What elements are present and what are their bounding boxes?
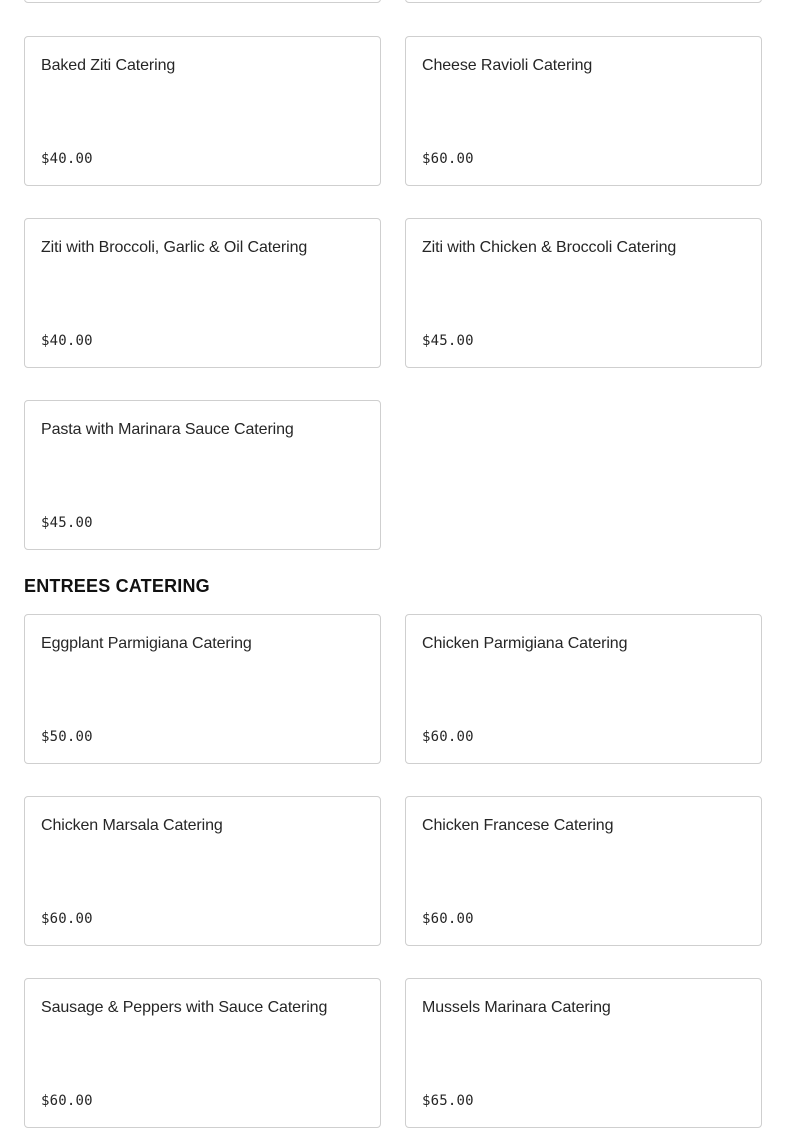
menu-item-name: Mussels Marinara Catering	[422, 999, 611, 1016]
menu-item-name: Chicken Parmigiana Catering	[422, 635, 628, 652]
menu-item-price: $60.00	[422, 151, 474, 167]
menu-item-card[interactable]	[405, 978, 762, 1128]
menu-item-name: Ziti with Broccoli, Garlic & Oil Catering	[41, 239, 308, 256]
menu-item-price: $65.00	[422, 1093, 474, 1109]
menu-item-card[interactable]	[24, 36, 381, 186]
menu-item-name: Pasta with Marinara Sauce Catering	[41, 421, 294, 438]
menu-item-price: $40.00	[41, 333, 93, 349]
menu-item-name: Eggplant Parmigiana Catering	[41, 635, 252, 652]
menu-item-name: Chicken Francese Catering	[422, 817, 614, 834]
menu-item-price: $60.00	[41, 1093, 93, 1109]
menu-item-card[interactable]	[24, 978, 381, 1128]
menu-item-price: $50.00	[41, 729, 93, 745]
menu-item-price: $45.00	[41, 515, 93, 531]
menu-item-name: Cheese Ravioli Catering	[422, 57, 593, 74]
menu-item-card[interactable]	[24, 796, 381, 946]
menu-item-name: Chicken Marsala Catering	[41, 817, 223, 834]
menu-item-card[interactable]	[24, 614, 381, 764]
menu-item-price: $60.00	[422, 911, 474, 927]
menu-item-card[interactable]	[405, 218, 762, 368]
menu-item-card[interactable]	[24, 400, 381, 550]
menu-item-card[interactable]	[24, 218, 381, 368]
menu-item-card[interactable]	[405, 796, 762, 946]
menu-item-name: Baked Ziti Catering	[41, 57, 176, 74]
menu-item-price: $60.00	[422, 729, 474, 745]
menu-item-card[interactable]	[405, 36, 762, 186]
menu-item-card[interactable]	[405, 614, 762, 764]
menu-item-price: $45.00	[422, 333, 474, 349]
menu-item-card[interactable]	[24, 0, 381, 3]
menu-item-card[interactable]	[405, 0, 762, 3]
menu-item-name: Sausage & Peppers with Sauce Catering	[41, 999, 328, 1016]
section-heading-entrees: ENTREES CATERING	[24, 576, 210, 596]
menu-item-price: $40.00	[41, 151, 93, 167]
menu-item-name: Ziti with Chicken & Broccoli Catering	[422, 239, 677, 256]
menu-item-price: $60.00	[41, 911, 93, 927]
